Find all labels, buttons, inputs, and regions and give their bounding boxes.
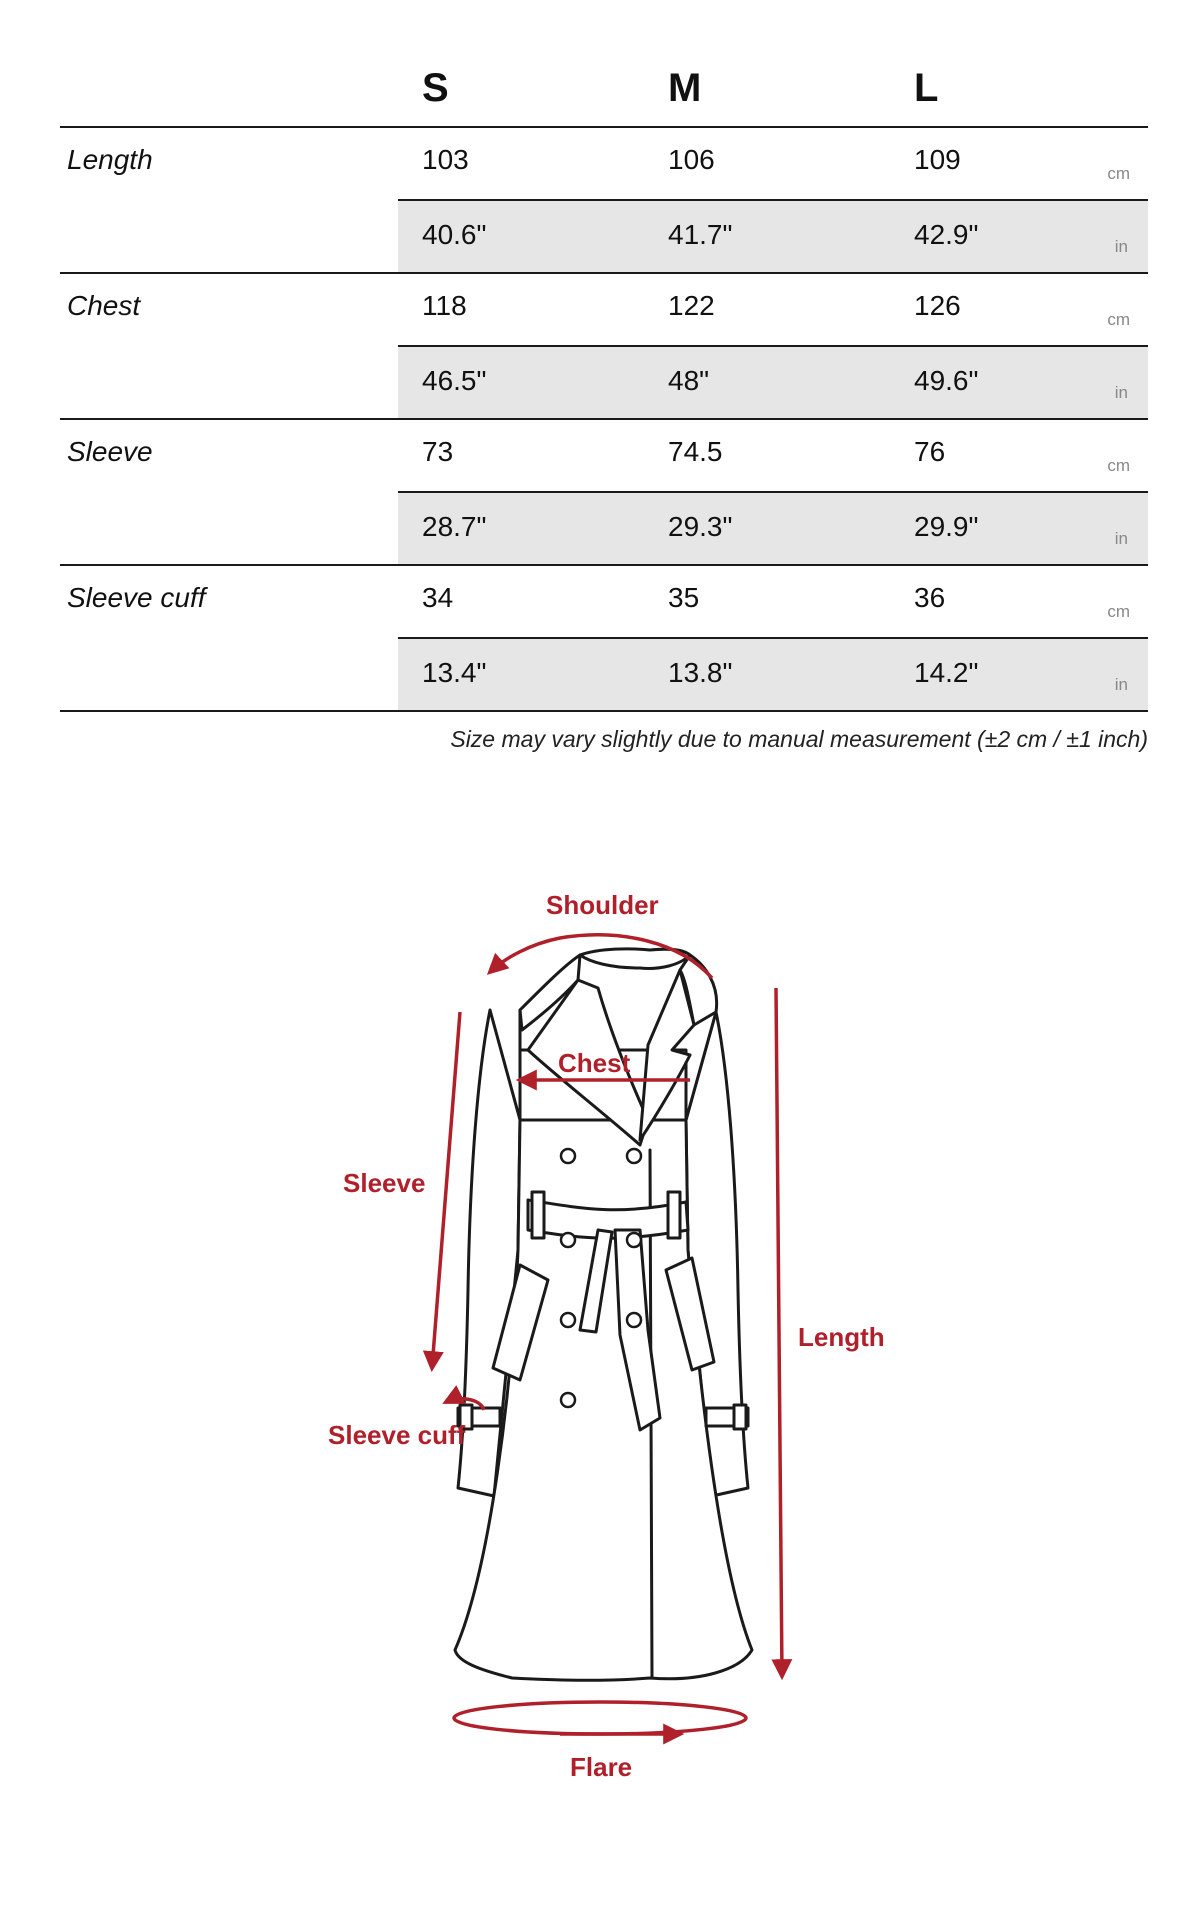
button bbox=[627, 1313, 641, 1327]
measurement-group-length bbox=[60, 128, 1148, 274]
value-m-in: 48" bbox=[668, 365, 710, 396]
value-s-cm: 73 bbox=[422, 436, 454, 467]
belt-loop-left bbox=[532, 1192, 544, 1238]
unit-in: in bbox=[1114, 237, 1128, 256]
value-l-in: 14.2" bbox=[914, 657, 979, 688]
flare-label: Flare bbox=[570, 1752, 633, 1782]
sleeve-cuff-label: Sleeve cuff bbox=[328, 1420, 466, 1450]
measurement-label: Chest bbox=[67, 290, 141, 321]
value-m-cm: 106 bbox=[668, 144, 715, 175]
right-buckle bbox=[734, 1405, 746, 1429]
sleeve-arrow bbox=[432, 1012, 460, 1368]
value-m-in: 29.3" bbox=[668, 511, 733, 542]
measurement-note: Size may vary slightly due to manual measurement (±2 cm / ±1 inch) bbox=[450, 726, 1148, 752]
length-label: Length bbox=[798, 1322, 885, 1352]
length-arrow bbox=[776, 988, 782, 1676]
measurement-label: Length bbox=[67, 144, 153, 175]
unit-cm: cm bbox=[1107, 310, 1130, 329]
button bbox=[561, 1313, 575, 1327]
flare-ellipse bbox=[454, 1702, 746, 1734]
unit-cm: cm bbox=[1107, 602, 1130, 621]
unit-in: in bbox=[1114, 675, 1128, 694]
size-header-row bbox=[60, 0, 1148, 128]
inch-row bbox=[398, 639, 1148, 710]
measurement-group-sleeve bbox=[60, 420, 1148, 566]
value-s-in: 13.4" bbox=[422, 657, 487, 688]
value-l-cm: 126 bbox=[914, 290, 961, 321]
value-l-in: 29.9" bbox=[914, 511, 979, 542]
cm-row bbox=[398, 566, 1148, 639]
inch-row bbox=[398, 493, 1148, 564]
value-m-cm: 35 bbox=[668, 582, 700, 613]
unit-cm: cm bbox=[1107, 456, 1130, 475]
value-l-in: 49.6" bbox=[914, 365, 979, 396]
value-m-cm: 122 bbox=[668, 290, 715, 321]
measurement-group-sleeve-cuff bbox=[60, 566, 1148, 712]
chest-label: Chest bbox=[558, 1048, 631, 1078]
value-s-in: 40.6" bbox=[422, 219, 487, 250]
size-header-l: L bbox=[914, 66, 939, 110]
unit-in: in bbox=[1114, 383, 1128, 402]
cm-row bbox=[398, 128, 1148, 201]
measurement-label: Sleeve bbox=[67, 436, 153, 467]
unit-cm: cm bbox=[1107, 164, 1130, 183]
trench-coat-diagram bbox=[0, 870, 1200, 1810]
button bbox=[561, 1149, 575, 1163]
shoulder-label: Shoulder bbox=[546, 890, 659, 920]
size-header-s: S bbox=[422, 66, 449, 110]
belt-loop-right bbox=[668, 1192, 680, 1238]
button bbox=[627, 1233, 641, 1247]
value-s-in: 28.7" bbox=[422, 511, 487, 542]
value-l-in: 42.9" bbox=[914, 219, 979, 250]
value-s-in: 46.5" bbox=[422, 365, 487, 396]
cm-row bbox=[398, 420, 1148, 493]
value-m-in: 13.8" bbox=[668, 657, 733, 688]
value-s-cm: 118 bbox=[422, 290, 467, 321]
value-l-cm: 76 bbox=[914, 436, 946, 467]
inch-row bbox=[398, 201, 1148, 272]
sleeve-label: Sleeve bbox=[343, 1168, 426, 1198]
cm-row bbox=[398, 274, 1148, 347]
size-chart-table bbox=[60, 0, 1148, 712]
size-header-m: M bbox=[668, 66, 702, 110]
value-m-cm: 74.5 bbox=[668, 436, 723, 467]
inch-row bbox=[398, 347, 1148, 418]
button bbox=[561, 1233, 575, 1247]
value-l-cm: 109 bbox=[914, 144, 961, 175]
value-s-cm: 34 bbox=[422, 582, 454, 613]
value-s-cm: 103 bbox=[422, 144, 469, 175]
value-m-in: 41.7" bbox=[668, 219, 733, 250]
unit-in: in bbox=[1114, 529, 1128, 548]
value-l-cm: 36 bbox=[914, 582, 946, 613]
measurement-label: Sleeve cuff bbox=[67, 582, 206, 613]
button bbox=[627, 1149, 641, 1163]
button bbox=[561, 1393, 575, 1407]
measurement-group-chest bbox=[60, 274, 1148, 420]
